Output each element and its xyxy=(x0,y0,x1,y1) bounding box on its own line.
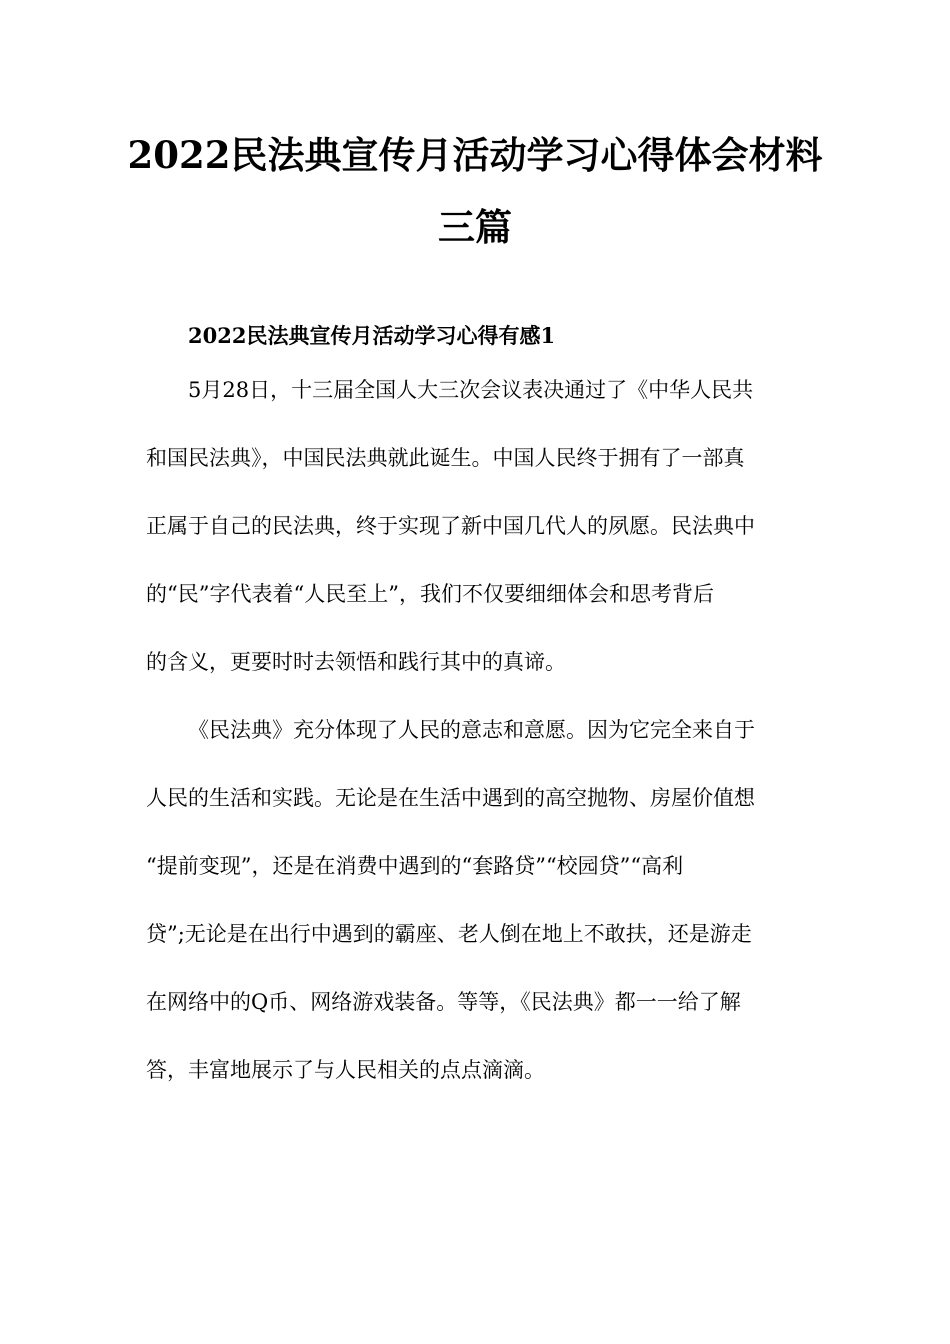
section-heading: 2022民法典宣传月活动学习心得有感1 xyxy=(188,323,556,348)
paragraph-line: 正属于自己的民法典，终于实现了新中国几代人的夙愿。民法典中 xyxy=(146,514,755,538)
document-title-line-2: 三篇 xyxy=(438,205,512,249)
document-body xyxy=(146,372,806,1120)
paragraph-line: 人民的生活和实践。无论是在生活中遇到的高空抛物、房屋价值想 xyxy=(146,786,755,810)
paragraph-line: 答，丰富地展示了与人民相关的点点滴滴。 xyxy=(146,1058,545,1082)
paragraph-line: 贷”;无论是在出行中遇到的霸座、老人倒在地上不敢扶，还是游走 xyxy=(146,922,752,946)
paragraph-line: 的“民”字代表着“人民至上”，我们不仅要细细体会和思考背后 xyxy=(146,582,714,606)
paragraph-line: 的含义，更要时时去领悟和践行其中的真谛。 xyxy=(146,650,566,674)
paragraph-line: 在网络中的Q币、网络游戏装备。等等，《民法典》都一一给了解 xyxy=(146,990,741,1014)
paragraph-line: 5月28日，十三届全国人大三次会议表决通过了《中华人民共 xyxy=(188,378,754,402)
paragraph-line: “提前变现”，还是在消费中遇到的“套路贷”“校园贷”“高利 xyxy=(146,854,684,878)
paragraph-line: 和国民法典》，中国民法典就此诞生。中国人民终于拥有了一部真 xyxy=(146,446,745,470)
document-title-line-1: 2022民法典宣传月活动学习心得体会材料 xyxy=(127,133,823,177)
paragraph-2 xyxy=(146,712,806,1088)
paragraph-1 xyxy=(146,372,806,680)
paragraph-line: 《民法典》充分体现了人民的意志和意愿。因为它完全来自于 xyxy=(188,718,755,742)
